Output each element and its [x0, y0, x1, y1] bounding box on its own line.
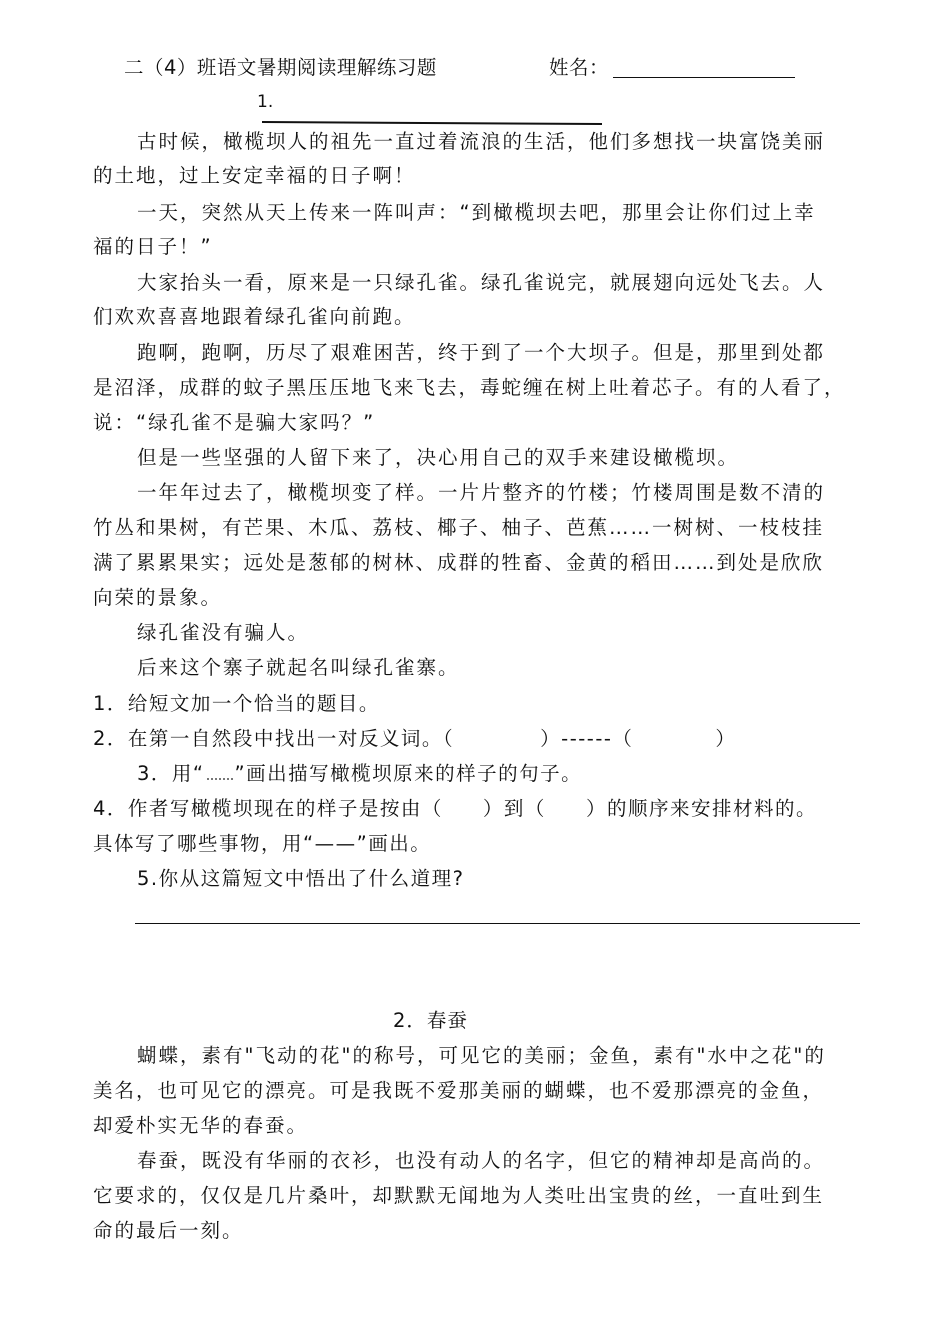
name-field-line[interactable]: [613, 77, 795, 78]
question-4: [93, 793, 817, 821]
question-2-close: ）: [715, 727, 737, 750]
p2-line: 命的最后一刻。: [93, 1219, 244, 1242]
question-1: 1．给短文加一个恰当的题目。: [93, 692, 380, 715]
p1-line: 竹丛和果树，有芒果、木瓜、荔枝、椰子、柚子、芭蕉……一树树、一枝枝挂: [93, 516, 825, 539]
question-4-continued: 具体写了哪些事物，用“——”画出。: [93, 832, 432, 855]
p1-line: 一年年过去了，橄榄坝变了样。一片片整齐的竹楼；竹楼周围是数不清的: [137, 481, 826, 504]
p1-line: 大家抬头一看，原来是一只绿孔雀。绿孔雀说完，就展翅向远处飞去。人: [137, 271, 826, 294]
wavy-underline-icon: [207, 768, 233, 780]
p2-line: 春蚕，既没有华丽的衣衫，也没有动人的名字，但它的精神却是高尚的。: [137, 1149, 826, 1172]
question-4-prompt: 4．作者写橄榄坝现在的样子是按由（: [93, 797, 443, 820]
p1-line: 福的日子！”: [93, 235, 213, 258]
p1-line: 古时候，橄榄坝人的祖先一直过着流浪的生活，他们多想找一块富饶美丽: [137, 130, 826, 153]
name-label: 姓名：: [549, 56, 610, 79]
p1-line: 后来这个寨子就起名叫绿孔雀寨。: [137, 656, 460, 679]
passage1-number: 1.: [257, 92, 274, 112]
question-2: [93, 723, 736, 751]
p1-line: 是沼泽，成群的蚊子黑压压地飞来飞去，毒蛇缠在树上吐着芯子。有的人看了，: [93, 376, 846, 399]
question-2-separator: ）------（: [540, 727, 634, 750]
p1-line: 向荣的景象。: [93, 586, 223, 609]
passage2-title: 2．春蚕: [393, 1009, 468, 1032]
p1-line: 但是一些坚强的人留下来了，决心用自己的双手来建设橄榄坝。: [137, 446, 740, 469]
p1-line: 一天，突然从天上传来一阵叫声：“到橄榄坝去吧，那里会让你们过上幸: [137, 201, 816, 224]
question-4-end: ）的顺序来安排材料的。: [585, 797, 817, 820]
p2-line: 美名，也可见它的漂亮。可是我既不爱那美丽的蝴蝶，也不爱那漂亮的金鱼，: [93, 1079, 825, 1102]
question-2-prompt: 2．在第一自然段中找出一对反义词。（: [93, 727, 455, 750]
p1-line: 们欢欢喜喜地跟着绿孔雀向前跑。: [93, 305, 416, 328]
question-4-middle: ）到（: [482, 797, 546, 820]
question-5: 5.你从这篇短文中悟出了什么道理?: [137, 867, 465, 890]
p1-line: 的土地，过上安定幸福的日子啊！: [93, 164, 416, 187]
answer-line-q5[interactable]: [135, 923, 860, 924]
p1-line: 跑啊，跑啊，历尽了艰难困苦，终于到了一个大坝子。但是，那里到处都: [137, 341, 826, 364]
question-3-rest: ”画出描写橄榄坝原来的样子的句子。: [234, 762, 583, 785]
title-answer-line[interactable]: [262, 121, 602, 125]
p1-line: 绿孔雀没有骗人。: [137, 621, 310, 644]
p2-line: 却爱朴实无华的春蚕。: [93, 1114, 309, 1137]
worksheet-title: 二（4）班语文暑期阅读理解练习题: [124, 56, 437, 79]
question-3: [137, 758, 582, 786]
p2-line: 蝴蝶，素有"飞动的花"的称号，可见它的美丽；金鱼，素有"水中之花"的: [137, 1044, 826, 1067]
p1-line: 说：“绿孔雀不是骗大家吗？”: [93, 411, 376, 434]
p2-line: 它要求的，仅仅是几片桑叶，却默默无闻地为人类吐出宝贵的丝，一直吐到生: [93, 1184, 825, 1207]
p1-line: 满了累累果实；远处是葱郁的树林、成群的牲畜、金黄的稻田……到处是欣欣: [93, 551, 825, 574]
question-3-prompt: 3．用“: [137, 762, 205, 785]
